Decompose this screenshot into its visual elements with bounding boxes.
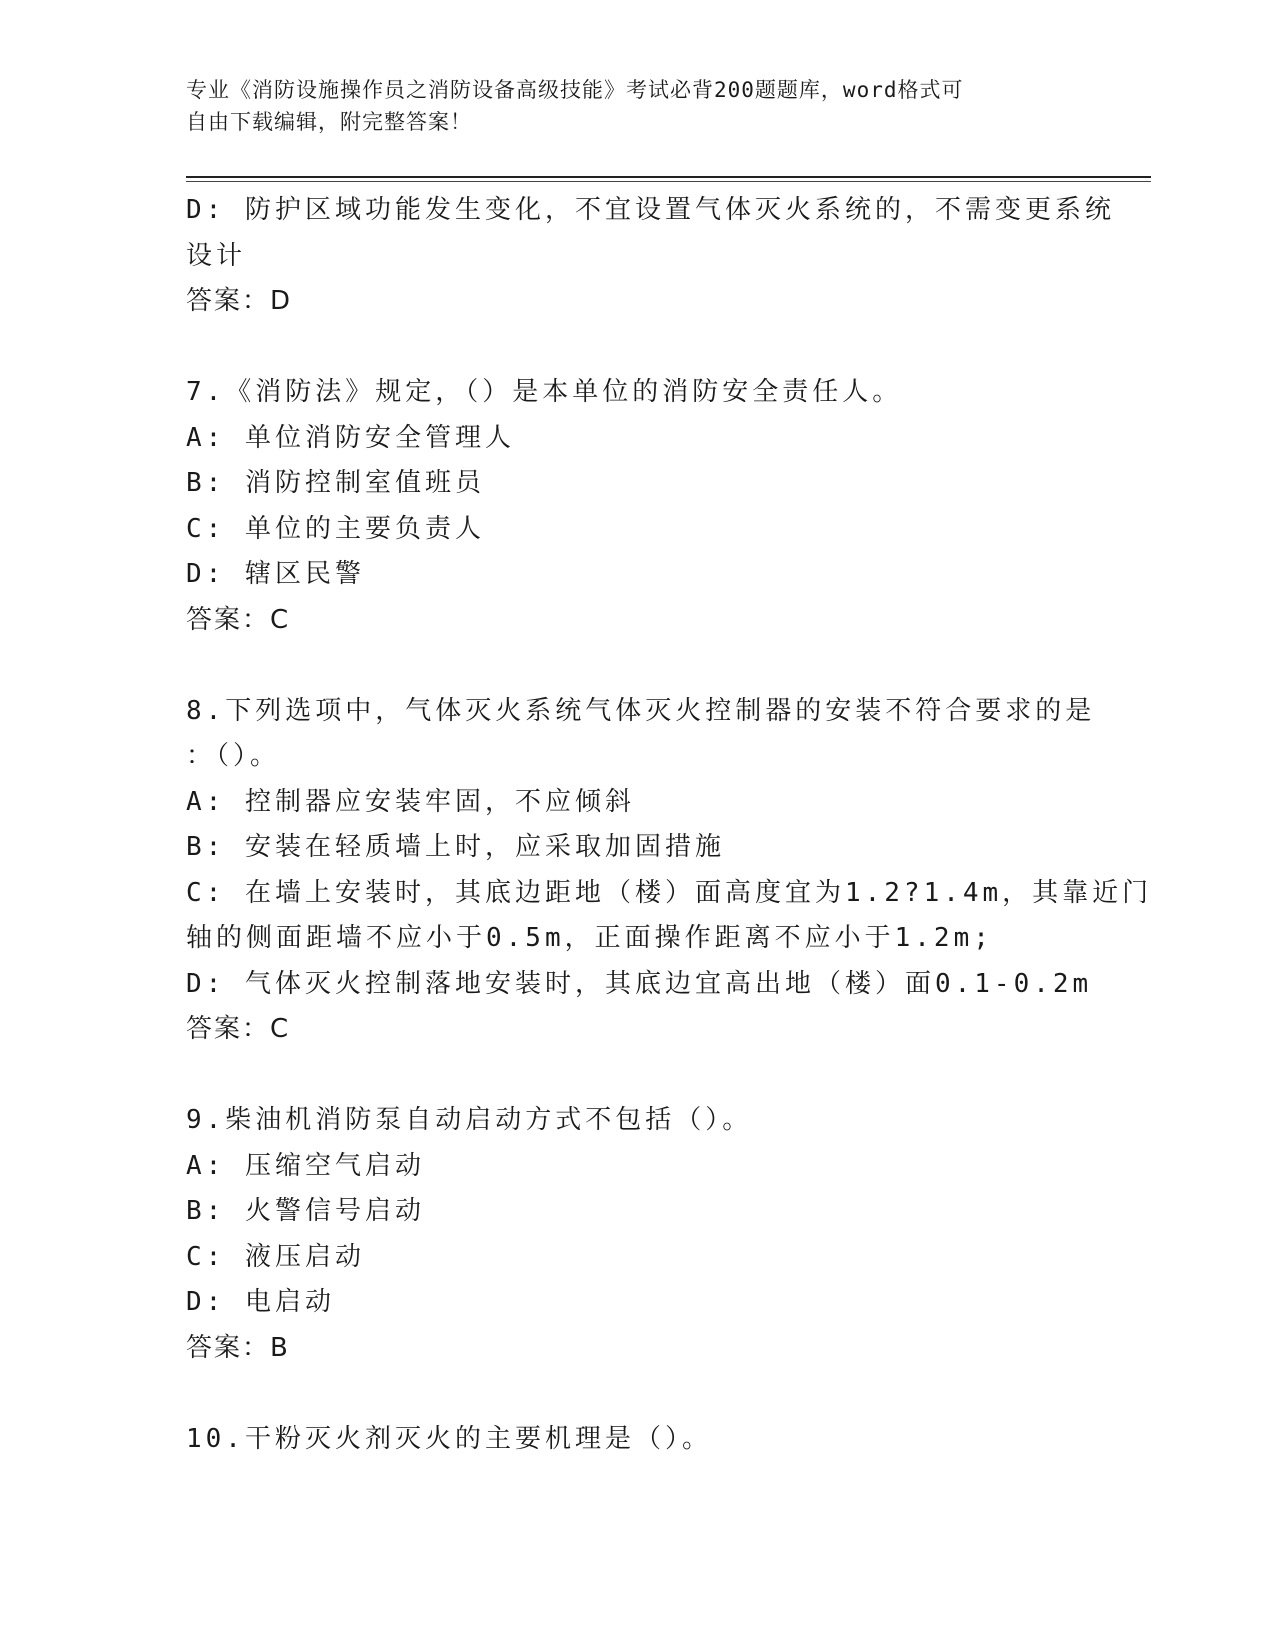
answer-line: 答案：C xyxy=(186,604,291,635)
spacer xyxy=(186,325,1086,371)
question-block-7 xyxy=(186,370,1086,643)
header-line-2: 自由下载编辑，附完整答案！ xyxy=(186,110,472,134)
question-stem: 8.下列选项中，气体灭火系统气体灭火控制器的安装不符合要求的是 xyxy=(186,695,1096,726)
question-block-9 xyxy=(186,1098,1086,1371)
option-b: B: 安装在轻质墙上时，应采取加固措施 xyxy=(186,832,725,862)
spacer xyxy=(186,1053,1086,1099)
option-a: A: 控制器应安装牢固，不应倾斜 xyxy=(186,786,635,817)
question-block-8 xyxy=(186,689,1153,1053)
option-b: B: 火警信号启动 xyxy=(186,1196,425,1226)
question-stem: 10.干粉灭火剂灭火的主要机理是（）。 xyxy=(186,1423,712,1454)
option-c: C: 在墙上安装时，其底边距地（楼）面高度宜为1.2?1.4m，其靠近门 xyxy=(186,877,1153,908)
question-stem: 7.《消防法》规定，（）是本单位的消防安全责任人。 xyxy=(186,377,903,407)
answer-line: 答案：B xyxy=(186,1332,290,1363)
option-d: D: 辖区民警 xyxy=(186,559,365,589)
option-c: C: 单位的主要负责人 xyxy=(186,513,485,544)
option-c: C: 液压启动 xyxy=(186,1241,365,1272)
option-a: A: 单位消防安全管理人 xyxy=(186,422,515,453)
option-d: D: 电启动 xyxy=(186,1287,335,1317)
header-divider-thin xyxy=(186,181,1151,182)
answer-line: 答案：C xyxy=(186,1014,291,1044)
header-line-1: 专业《消防设施操作员之消防设备高级技能》考试必背200题题库，word格式可 xyxy=(186,78,964,102)
answer-line: 答案：D xyxy=(186,286,293,316)
question-stem: 9.柴油机消防泵自动启动方式不包括（）。 xyxy=(186,1105,753,1135)
option-d: D: 防护区域功能发生变化，不宜设置气体灭火系统的，不需变更系统 xyxy=(186,195,1115,225)
option-c-continued: 轴的侧面距墙不应小于0.5m，正面操作距离不应小于1.2m; xyxy=(186,923,993,953)
spacer xyxy=(186,643,1086,689)
spacer xyxy=(186,1371,1086,1417)
option-d-continued: 设计 xyxy=(186,240,247,271)
option-a: A: 压缩空气启动 xyxy=(186,1150,425,1181)
header-divider-thick xyxy=(186,176,1151,178)
question-stem-continued: ：（）。 xyxy=(186,741,281,771)
question-block-prev xyxy=(186,188,1115,325)
question-block-10 xyxy=(186,1417,1086,1463)
document-header xyxy=(186,74,1066,138)
option-b: B: 消防控制室值班员 xyxy=(186,468,485,498)
option-d: D: 气体灭火控制落地安装时，其底边宜高出地（楼）面0.1-0.2m xyxy=(186,968,1093,999)
document-body xyxy=(186,188,1153,1462)
